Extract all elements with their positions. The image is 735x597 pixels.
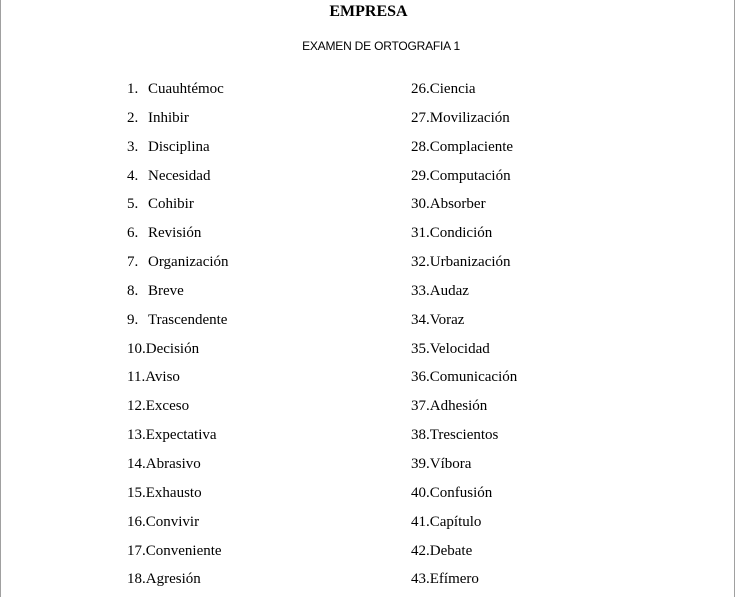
list-item — [127, 310, 229, 339]
list-item — [411, 541, 517, 570]
list-item — [127, 281, 229, 310]
item-word: Absorber — [429, 196, 486, 213]
item-number: 3. — [127, 138, 139, 155]
list-item — [127, 252, 229, 281]
item-word: Ciencia — [429, 81, 476, 97]
item-number: 35. — [411, 340, 430, 357]
item-word: Audaz — [429, 282, 469, 299]
item-number: 42. — [411, 542, 430, 559]
item-number: 17. — [127, 542, 146, 559]
list-item — [127, 367, 229, 396]
list-item — [411, 483, 517, 512]
item-number: 32. — [411, 254, 430, 271]
item-number: 11. — [127, 369, 146, 386]
item-number: 13. — [127, 427, 146, 444]
item-word: Debate — [429, 542, 473, 559]
list-item — [411, 310, 517, 339]
item-word: Voraz — [429, 311, 465, 328]
item-word: Expectativa — [145, 427, 217, 444]
word-list-left — [127, 79, 229, 597]
list-item — [127, 166, 229, 195]
list-item — [127, 483, 229, 512]
list-item — [127, 108, 229, 137]
list-item — [411, 223, 517, 252]
list-item — [127, 396, 229, 425]
item-word: Urbanización — [429, 254, 511, 271]
item-word: Trescientos — [429, 427, 499, 444]
item-number: 40. — [411, 484, 430, 501]
item-word: Trascendente — [148, 311, 228, 328]
item-number: 9. — [127, 311, 139, 328]
item-word: Organización — [148, 254, 229, 271]
item-number: 29. — [411, 167, 430, 184]
document-title: EMPRESA — [329, 3, 408, 20]
item-word: Necesidad — [148, 167, 211, 184]
item-number: 36. — [411, 369, 430, 386]
item-number: 1. — [127, 81, 139, 97]
item-word: Cuauhtémoc — [148, 81, 224, 97]
item-number: 33. — [411, 282, 430, 299]
item-number: 10. — [127, 340, 146, 357]
item-word: Exhausto — [145, 484, 202, 501]
item-word: Complaciente — [429, 138, 514, 155]
item-number: 2. — [127, 109, 139, 126]
list-item — [127, 425, 229, 454]
list-item — [411, 569, 517, 597]
list-item — [127, 223, 229, 252]
item-number: 38. — [411, 427, 430, 444]
list-item — [411, 281, 517, 310]
item-number: 6. — [127, 225, 139, 242]
item-word: Adhesión — [429, 398, 488, 415]
list-item — [127, 79, 229, 108]
item-number: 37. — [411, 398, 430, 415]
item-number: 39. — [411, 455, 430, 472]
list-item — [411, 367, 517, 396]
item-number: 43. — [411, 571, 430, 588]
list-item — [411, 252, 517, 281]
list-item — [127, 541, 229, 570]
item-word: Aviso — [145, 369, 180, 386]
item-number: 5. — [127, 196, 139, 213]
item-word: Movilización — [429, 109, 510, 126]
item-word: Velocidad — [429, 340, 490, 357]
item-word: Cohibir — [148, 196, 194, 213]
list-item — [127, 194, 229, 223]
item-number: 30. — [411, 196, 430, 213]
list-item — [127, 339, 229, 368]
item-word: Conveniente — [145, 542, 222, 559]
list-item — [411, 454, 517, 483]
item-word: Efímero — [429, 571, 479, 588]
list-item — [411, 339, 517, 368]
list-item — [411, 512, 517, 541]
item-number: 14. — [127, 455, 146, 472]
document-subtitle: EXAMEN DE ORTOGRAFIA 1 — [302, 39, 460, 53]
item-word: Condición — [429, 225, 493, 242]
list-item — [411, 425, 517, 454]
item-number: 7. — [127, 254, 139, 271]
item-number: 4. — [127, 167, 139, 184]
item-word: Víbora — [429, 455, 472, 472]
item-number: 34. — [411, 311, 430, 328]
list-item — [127, 454, 229, 483]
item-number: 18. — [127, 571, 146, 588]
item-number: 16. — [127, 513, 146, 530]
list-item — [127, 137, 229, 166]
item-number: 12. — [127, 398, 146, 415]
list-item — [127, 569, 229, 597]
item-word: Capítulo — [429, 513, 482, 530]
list-item — [411, 396, 517, 425]
item-word: Computación — [429, 167, 511, 184]
item-number: 8. — [127, 282, 139, 299]
list-item — [411, 194, 517, 223]
item-word: Exceso — [145, 398, 190, 415]
item-number: 27. — [411, 109, 430, 126]
item-word: Abrasivo — [145, 455, 201, 472]
list-item — [411, 166, 517, 195]
word-list-right — [411, 79, 517, 597]
item-word: Comunicación — [429, 369, 518, 386]
item-word: Agresión — [145, 571, 201, 588]
item-word: Decisión — [145, 340, 200, 357]
item-word: Convivir — [145, 513, 200, 530]
list-item — [127, 512, 229, 541]
list-item — [411, 79, 517, 108]
item-number: 28. — [411, 138, 430, 155]
list-item — [411, 137, 517, 166]
item-number: 15. — [127, 484, 146, 501]
item-number: 41. — [411, 513, 430, 530]
list-item — [411, 108, 517, 137]
item-number: 31. — [411, 225, 430, 242]
item-word: Revisión — [148, 225, 202, 242]
item-word: Breve — [148, 282, 184, 299]
item-number: 26. — [411, 81, 430, 97]
item-word: Confusión — [429, 484, 493, 501]
item-word: Inhibir — [148, 109, 189, 126]
item-word: Disciplina — [148, 138, 210, 155]
